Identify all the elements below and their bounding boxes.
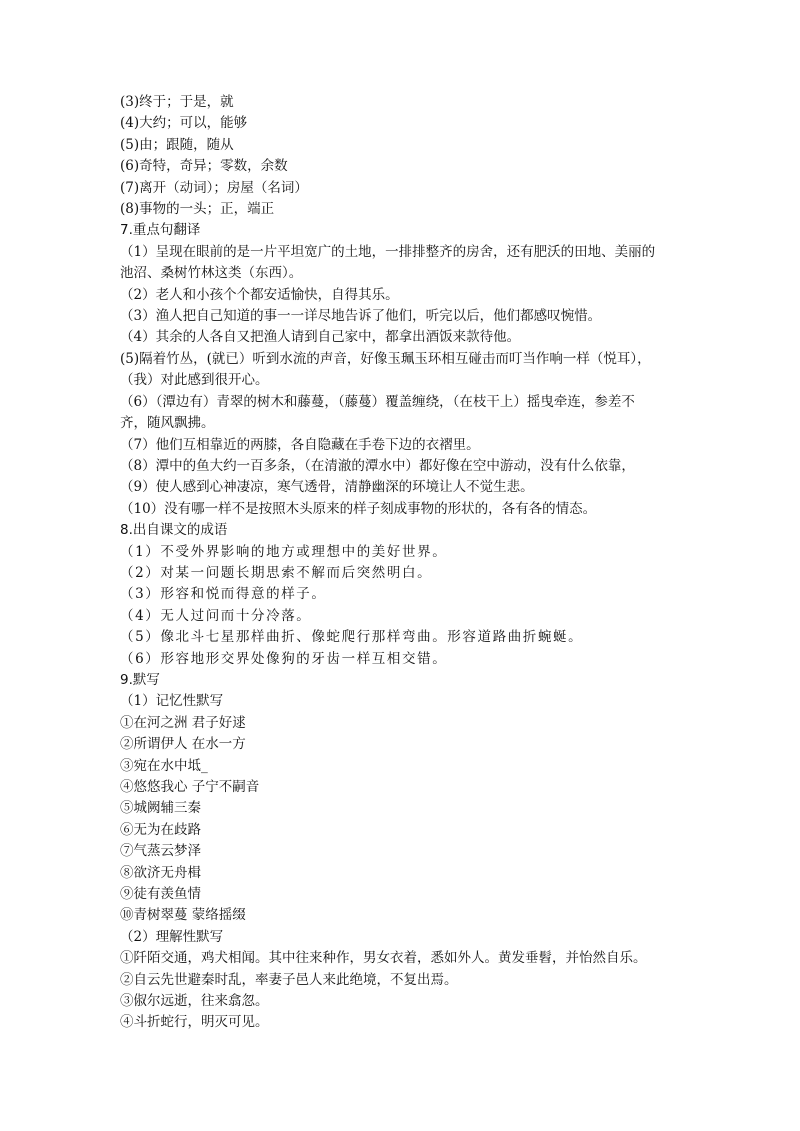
recitation-line: ③俶尔远逝，往来翕忽。 [120, 993, 269, 1010]
list-item: (4)大约；可以，能够 [120, 115, 248, 132]
section-7 [120, 220, 700, 520]
translation-line: （8）潭中的鱼大约一百多条，（在清澈的潭水中）都好像在空中游动，没有什么依靠， [120, 457, 635, 474]
recitation-line: ⑤城阙辅三秦 [120, 800, 201, 817]
recitation-line: ⑧欲济无舟楫 [120, 864, 201, 881]
translation-line: （4）其余的人各自又把渔人请到自己家中，都拿出酒饭来款待他。 [120, 329, 521, 346]
recitation-line: ⑨徒有羡鱼情 [120, 886, 201, 903]
section-9-heading: 9.默写 [120, 671, 160, 688]
list-item: (5)由；跟随，随从 [120, 136, 234, 153]
subsection-heading: （2）理解性默写 [120, 928, 224, 945]
list-item: (7)离开（动词）；房屋（名词） [120, 179, 308, 196]
translation-line: （9）使人感到心神凄凉，寒气透骨，清静幽深的环境让人不觉生悲。 [120, 479, 534, 496]
translation-line: （7）他们互相靠近的两膝，各自隐藏在手卷下边的衣褶里。 [120, 436, 480, 453]
list-item: (8)事物的一头；正，端正 [120, 201, 275, 218]
recitation-line: ④悠悠我心 子宁不嗣音 [120, 779, 260, 795]
recitation-line: ④斗折蛇行，明灭可见。 [120, 1014, 269, 1031]
section-8-heading: 8.出自课文的成语 [120, 522, 228, 539]
translation-line: (5)隔着竹丛，(就已）听到水流的声音，好像玉珮玉环相互碰击而叮当作响一样（悦耳）， [120, 350, 651, 367]
translation-line: （6）（潭边有）青翠的树木和藤蔓，（藤蔓）覆盖缠绕，（在枝干上）摇曳牵连，参差不 [120, 393, 635, 410]
recitation-line: ⑦气蒸云梦泽 [120, 843, 201, 860]
recitation-line: ①在河之洲 君子好逑 [120, 714, 246, 731]
section-9 [120, 670, 700, 1034]
idiom-line: （2）对某一问题长期思索不解而后突然明白。 [120, 564, 433, 581]
recitation-line: ⑩青树翠蔓 蒙络摇缀 [120, 907, 246, 924]
recitation-line: ⑥无为在歧路 [120, 821, 201, 838]
recitation-line: ③宛在水中坻_ [120, 757, 208, 774]
subsection-heading: （1）记忆性默写 [120, 693, 224, 710]
translation-line: （3）渔人把自己知道的事一一详尽地告诉了他们，听完以后，他们都感叹惋惜。 [120, 308, 602, 325]
section-7-heading: 7.重点句翻译 [120, 222, 201, 239]
translation-line: 池沼、桑树竹林这类（东西）。 [120, 265, 303, 282]
translation-line: （1）呈现在眼前的是一片平坦宽广的土地，一排排整齐的房舍，还有肥沃的田地、美丽的 [120, 243, 656, 260]
idiom-line: （1）不受外界影响的地方或理想中的美好世界。 [120, 543, 448, 560]
section-6-items [120, 92, 700, 220]
document-page [120, 92, 700, 1034]
translation-line: （我）对此感到很开心。 [120, 372, 269, 389]
recitation-line: ②所谓伊人 在水一方 [120, 736, 246, 753]
recitation-line: ①阡陌交通，鸡犬相闻。其中往来种作，男女衣着，悉如外人。黄发垂髫，并怡然自乐。 [120, 950, 647, 967]
list-item: (6)奇特，奇异；零数，余数 [120, 158, 288, 175]
section-8 [120, 520, 700, 670]
translation-line: （2）老人和小孩个个都安适愉快，自得其乐。 [120, 286, 399, 303]
idiom-line: （5）像北斗七星那样曲折、像蛇爬行那样弯曲。形容道路曲折蜿蜒。 [120, 629, 584, 646]
idiom-line: （4）无人过问而十分冷落。 [120, 607, 312, 624]
idiom-line: （3）形容和悦而得意的样子。 [120, 586, 327, 603]
idiom-line: （6）形容地形交界处像狗的牙齿一样互相交错。 [120, 650, 448, 667]
recitation-line: ②自云先世避秦时乱，率妻子邑人来此绝境，不复出焉。 [120, 971, 458, 988]
translation-line: 齐，随风飘拂。 [120, 415, 215, 432]
translation-line: （10）没有哪一样不是按照木头原来的样子刻成事物的形状的，各有各的情态。 [120, 500, 597, 517]
list-item: (3)终于；于是，就 [120, 94, 234, 110]
